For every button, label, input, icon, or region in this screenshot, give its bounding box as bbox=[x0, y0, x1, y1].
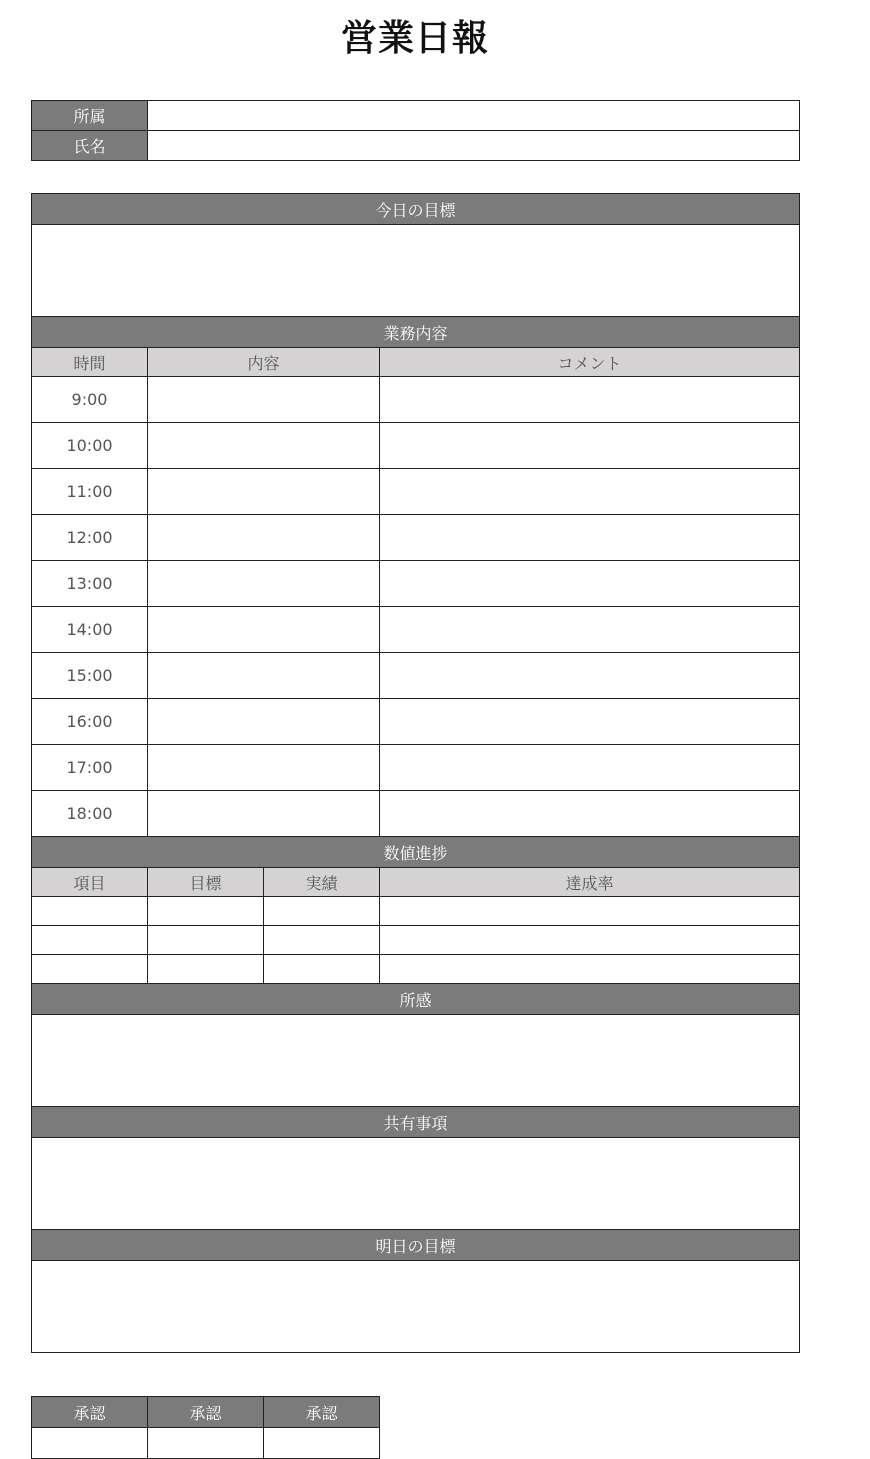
col-rate: 達成率 bbox=[380, 868, 800, 897]
comment-cell[interactable] bbox=[380, 377, 800, 423]
section-work-content: 業務内容 bbox=[32, 317, 800, 348]
time-cell: 11:00 bbox=[32, 469, 148, 515]
time-cell: 12:00 bbox=[32, 515, 148, 561]
work-row bbox=[32, 515, 800, 561]
content-cell[interactable] bbox=[148, 745, 380, 791]
time-cell: 10:00 bbox=[32, 423, 148, 469]
time-cell: 16:00 bbox=[32, 699, 148, 745]
work-row bbox=[32, 423, 800, 469]
info-table bbox=[31, 100, 800, 161]
impressions-field[interactable] bbox=[32, 1015, 800, 1107]
work-row bbox=[32, 469, 800, 515]
approval-table bbox=[31, 1396, 380, 1459]
time-cell: 17:00 bbox=[32, 745, 148, 791]
rate-cell[interactable] bbox=[380, 955, 800, 984]
content-cell[interactable] bbox=[148, 607, 380, 653]
item-cell[interactable] bbox=[32, 926, 148, 955]
approval-label-3: 承認 bbox=[264, 1397, 380, 1428]
work-row bbox=[32, 653, 800, 699]
content-cell[interactable] bbox=[148, 469, 380, 515]
work-row bbox=[32, 607, 800, 653]
actual-cell[interactable] bbox=[264, 955, 380, 984]
comment-cell[interactable] bbox=[380, 561, 800, 607]
section-shared-items: 共有事項 bbox=[32, 1107, 800, 1138]
item-cell[interactable] bbox=[32, 897, 148, 926]
actual-cell[interactable] bbox=[264, 897, 380, 926]
progress-row bbox=[32, 955, 800, 984]
section-tomorrow-goal: 明日の目標 bbox=[32, 1230, 800, 1261]
work-row bbox=[32, 561, 800, 607]
col-actual: 実績 bbox=[264, 868, 380, 897]
content-cell[interactable] bbox=[148, 699, 380, 745]
approval-label-2: 承認 bbox=[148, 1397, 264, 1428]
work-row bbox=[32, 745, 800, 791]
name-label: 氏名 bbox=[32, 131, 148, 161]
comment-cell[interactable] bbox=[380, 423, 800, 469]
approval-label-1: 承認 bbox=[32, 1397, 148, 1428]
work-row bbox=[32, 377, 800, 423]
approval-stamp-1[interactable] bbox=[32, 1428, 148, 1459]
col-item: 項目 bbox=[32, 868, 148, 897]
col-time: 時間 bbox=[32, 348, 148, 377]
content-cell[interactable] bbox=[148, 377, 380, 423]
target-cell[interactable] bbox=[148, 955, 264, 984]
comment-cell[interactable] bbox=[380, 745, 800, 791]
time-cell: 14:00 bbox=[32, 607, 148, 653]
comment-cell[interactable] bbox=[380, 469, 800, 515]
time-cell: 15:00 bbox=[32, 653, 148, 699]
time-cell: 13:00 bbox=[32, 561, 148, 607]
section-numeric-progress: 数値進捗 bbox=[32, 837, 800, 868]
approval-stamp-2[interactable] bbox=[148, 1428, 264, 1459]
content-cell[interactable] bbox=[148, 515, 380, 561]
comment-cell[interactable] bbox=[380, 699, 800, 745]
today-goal-field[interactable] bbox=[32, 225, 800, 317]
work-row bbox=[32, 699, 800, 745]
progress-row bbox=[32, 897, 800, 926]
col-content: 内容 bbox=[148, 348, 380, 377]
comment-cell[interactable] bbox=[380, 607, 800, 653]
name-field[interactable] bbox=[148, 131, 800, 161]
content-cell[interactable] bbox=[148, 561, 380, 607]
comment-cell[interactable] bbox=[380, 653, 800, 699]
report-table bbox=[31, 193, 800, 1353]
shared-items-field[interactable] bbox=[32, 1138, 800, 1230]
content-cell[interactable] bbox=[148, 653, 380, 699]
page-title: 営業日報 bbox=[340, 18, 489, 59]
work-row bbox=[32, 791, 800, 837]
time-cell: 9:00 bbox=[32, 377, 148, 423]
section-impressions: 所感 bbox=[32, 984, 800, 1015]
target-cell[interactable] bbox=[148, 897, 264, 926]
col-target: 目標 bbox=[148, 868, 264, 897]
col-comment: コメント bbox=[380, 348, 800, 377]
approval-stamp-3[interactable] bbox=[264, 1428, 380, 1459]
target-cell[interactable] bbox=[148, 926, 264, 955]
affiliation-label: 所属 bbox=[32, 101, 148, 131]
content-cell[interactable] bbox=[148, 791, 380, 837]
rate-cell[interactable] bbox=[380, 897, 800, 926]
actual-cell[interactable] bbox=[264, 926, 380, 955]
section-today-goal: 今日の目標 bbox=[32, 194, 800, 225]
item-cell[interactable] bbox=[32, 955, 148, 984]
rate-cell[interactable] bbox=[380, 926, 800, 955]
progress-row bbox=[32, 926, 800, 955]
tomorrow-goal-field[interactable] bbox=[32, 1261, 800, 1353]
affiliation-field[interactable] bbox=[148, 101, 800, 131]
comment-cell[interactable] bbox=[380, 791, 800, 837]
content-cell[interactable] bbox=[148, 423, 380, 469]
comment-cell[interactable] bbox=[380, 515, 800, 561]
time-cell: 18:00 bbox=[32, 791, 148, 837]
